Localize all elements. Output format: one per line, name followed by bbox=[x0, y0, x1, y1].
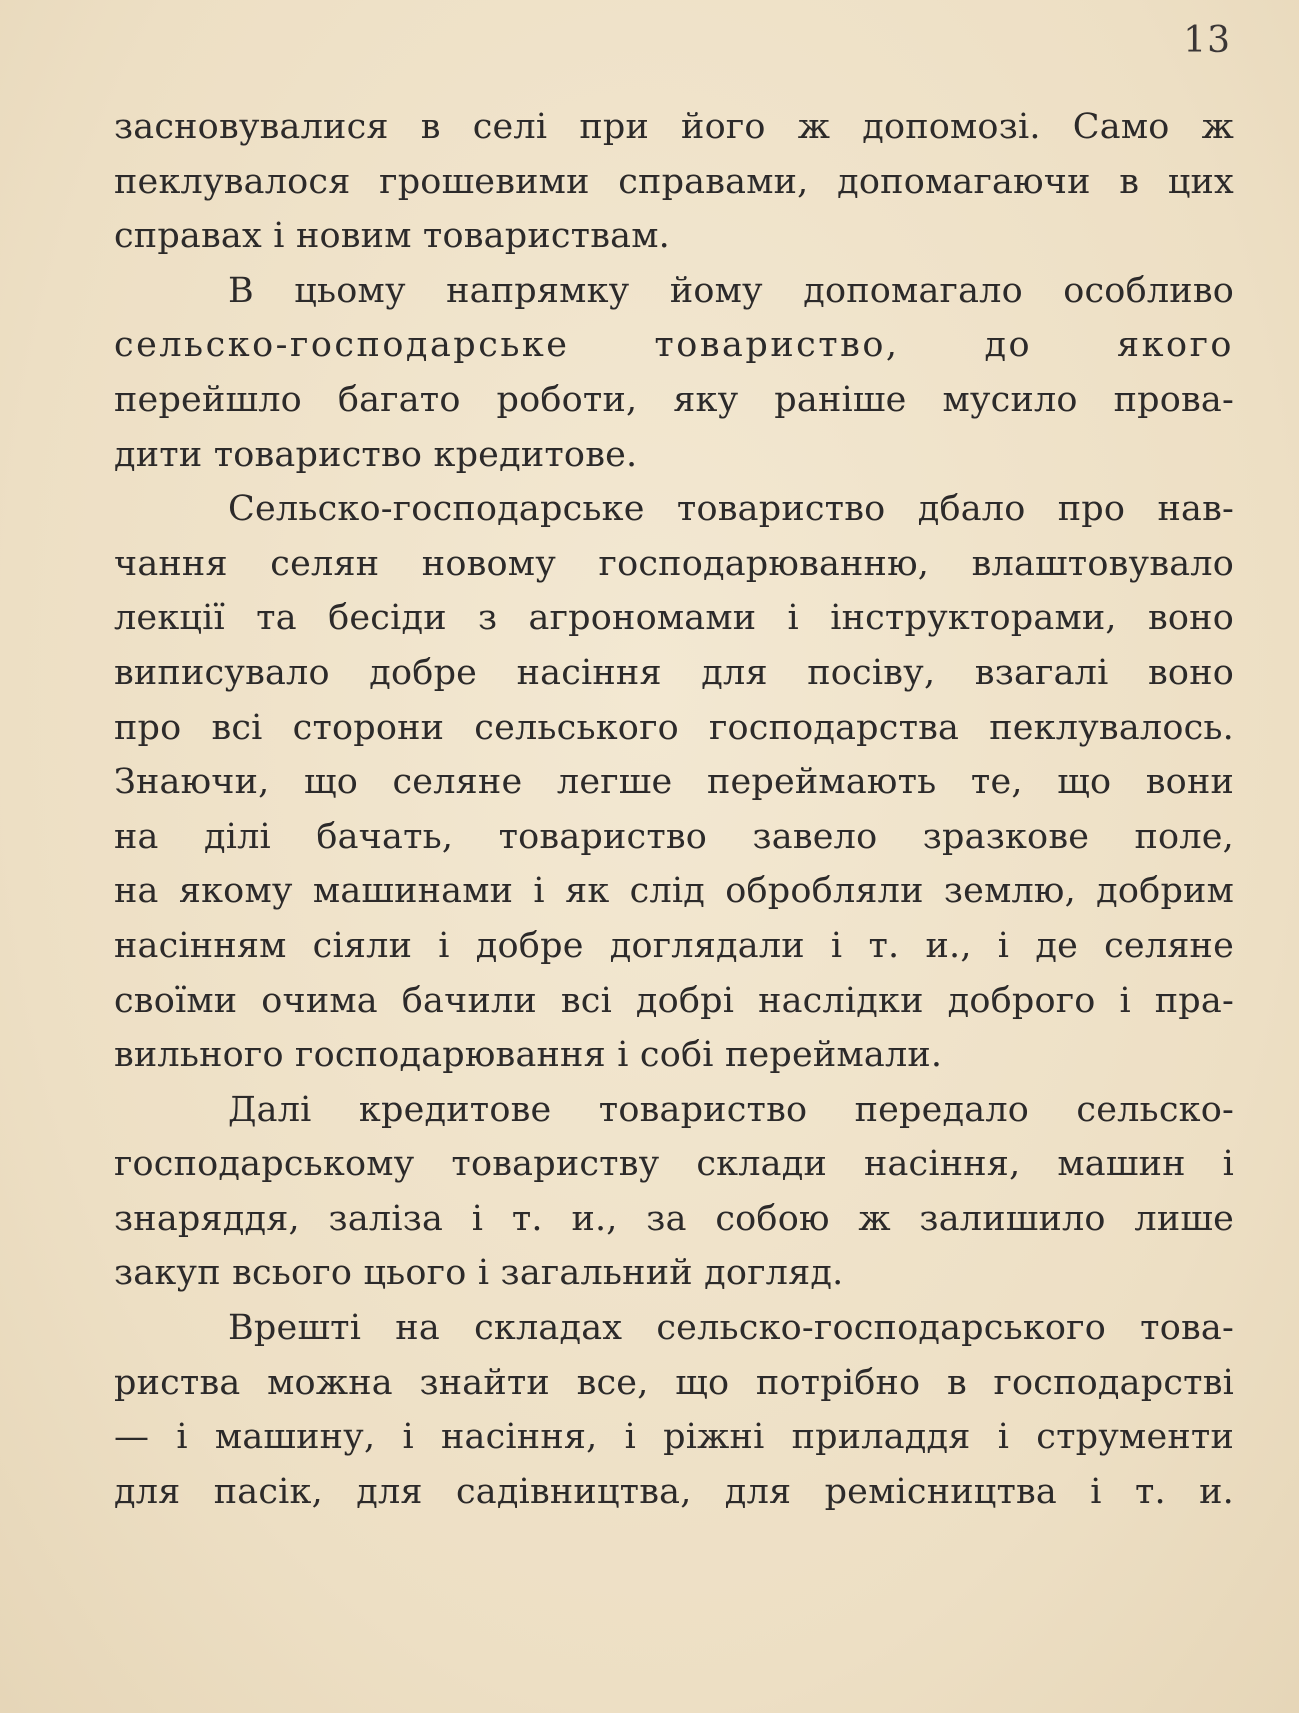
text-line: на якому машинами і як слід обробляли землю, добрим bbox=[114, 871, 1234, 912]
text-line: лекції та бесіди з агрономами і інструкторами, воно bbox=[114, 598, 1234, 639]
text-line: справах і новим товариствам. bbox=[114, 216, 670, 257]
text-line: дити товариство кредитове. bbox=[114, 434, 638, 475]
text-line: про всі сторони сельського господарства пеклувалось. bbox=[114, 707, 1234, 748]
text-line: Далі кредитове товариство передало сельско- bbox=[228, 1089, 1234, 1130]
text-line: Знаючи, що селяне легше переймають те, що вони bbox=[114, 762, 1234, 803]
text-line: риства можна знайти все, що потрібно в господарстві bbox=[114, 1362, 1234, 1403]
body-text bbox=[114, 100, 1234, 1519]
text-line: чання селян новому господарюванню, влаштовувало bbox=[114, 543, 1234, 584]
text-line: насінням сіяли і добре доглядали і т. и., і де селяне bbox=[114, 925, 1234, 966]
text-line: господарському товариству склади насіння, машин і bbox=[114, 1144, 1234, 1185]
text-line: сельско-господарське товариство, до якого bbox=[114, 325, 1234, 366]
text-line: пеклувалося грошевими справами, допомагаючи в цих bbox=[114, 161, 1234, 202]
text-line: виписувало добре насіння для посіву, взагалі воно bbox=[114, 652, 1234, 693]
text-line: засновувалися в селі при його ж допомозі. Само ж bbox=[114, 107, 1234, 147]
text-line: — і машину, і насіння, і ріжні приладдя і струменти bbox=[114, 1417, 1234, 1458]
text-line: своїми очима бачили всі добрі наслідки доброго і пра- bbox=[114, 980, 1234, 1021]
text-line: Врешті на складах сельско-господарського това- bbox=[228, 1308, 1234, 1349]
text-line: знаряддя, заліза і т. и., за собою ж залишило лише bbox=[114, 1198, 1234, 1239]
text-line: перейшло багато роботи, яку раніше мусило прова- bbox=[114, 379, 1234, 420]
text-line: Сельско-господарське товариство дбало про нав- bbox=[228, 489, 1234, 530]
text-line: на ділі бачать, товариство завело зразкове поле, bbox=[114, 816, 1234, 857]
page-number: 13 bbox=[1183, 20, 1231, 61]
text-line: для пасік, для садівництва, для ремісництва і т. и. bbox=[114, 1471, 1234, 1512]
text-line: В цьому напрямку йому допомагало особливо bbox=[228, 270, 1234, 311]
text-line: закуп всього цього і загальний догляд. bbox=[114, 1253, 844, 1294]
text-line: вильного господарювання і собі переймали. bbox=[114, 1035, 943, 1076]
